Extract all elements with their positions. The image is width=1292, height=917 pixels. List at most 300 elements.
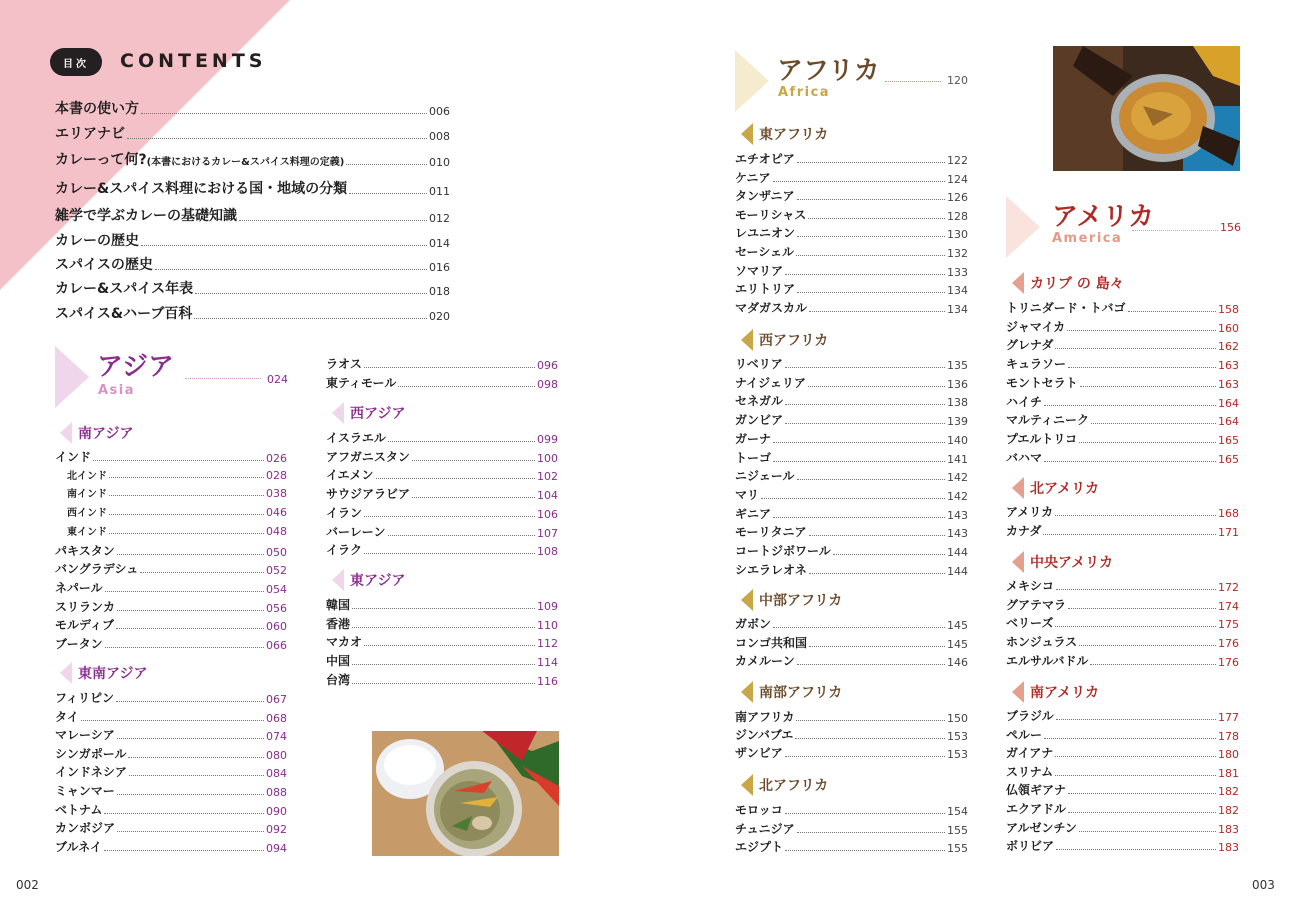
toc-entry[interactable]	[735, 449, 968, 466]
subregion-header	[1012, 477, 1099, 499]
entry-label: ギニア	[735, 506, 772, 521]
entry-page: 138	[947, 396, 968, 410]
entry-label: 雑学で学ぶカレーの基礎知識	[55, 208, 237, 224]
entry-page: 104	[537, 489, 558, 503]
entry-label: アフガニスタン	[326, 449, 410, 464]
africa-header	[735, 50, 970, 112]
entry-label: マカオ	[326, 635, 363, 650]
entry-page: 163	[1218, 377, 1239, 391]
entry-label: タイ	[55, 709, 79, 724]
subregion-triangle-icon	[1012, 272, 1024, 294]
subregion-header	[741, 681, 842, 703]
entry-label: 南インド	[67, 489, 107, 501]
toc-entry[interactable]	[1006, 336, 1239, 353]
toc-entry[interactable]	[735, 467, 968, 484]
entry-label: ザンビア	[735, 746, 783, 761]
toc-entry[interactable]	[55, 560, 287, 577]
entry-page: 008	[429, 130, 450, 143]
toc-entry[interactable]	[55, 230, 450, 250]
toc-entry[interactable]	[735, 355, 968, 372]
toc-entry[interactable]	[55, 616, 287, 633]
toc-entry[interactable]	[55, 689, 287, 706]
leader-dots	[785, 274, 945, 275]
page-title: CONTENTS	[120, 50, 267, 72]
leader-dots	[117, 610, 264, 611]
toc-entry[interactable]	[1006, 614, 1239, 631]
subregion-triangle-icon	[1012, 477, 1024, 499]
entry-page: 099	[537, 433, 558, 446]
leader-dots	[795, 738, 945, 739]
leader-dots	[1043, 534, 1216, 535]
leader-dots	[1056, 589, 1216, 590]
leader-dots	[1068, 367, 1216, 368]
toc-entry[interactable]	[735, 634, 968, 651]
toc-entry[interactable]	[55, 745, 287, 762]
toc-entry[interactable]	[735, 411, 968, 428]
leader-dots	[109, 495, 264, 496]
toc-entry[interactable]	[326, 466, 558, 483]
toc-entry[interactable]	[735, 820, 968, 837]
toc-entry[interactable]	[1006, 744, 1239, 761]
leader-dots	[93, 460, 264, 461]
toc-entry[interactable]	[735, 430, 968, 447]
entry-page: 112	[537, 637, 558, 651]
toc-entry[interactable]	[1006, 633, 1239, 650]
leader-dots	[1079, 645, 1216, 646]
toc-entry[interactable]	[735, 838, 968, 855]
entry-page: 182	[1218, 804, 1239, 817]
entry-page: 088	[266, 786, 287, 799]
subregion-triangle-icon	[332, 402, 344, 424]
toc-entry[interactable]	[326, 671, 558, 688]
entry-label: ボリビア	[1006, 839, 1055, 854]
toc-entry[interactable]	[326, 429, 558, 446]
toc-entry[interactable]	[55, 205, 450, 225]
toc-entry[interactable]	[55, 801, 287, 818]
subregion-header	[332, 402, 405, 424]
entry-page: 048	[266, 524, 287, 538]
toc-entry[interactable]	[735, 299, 968, 316]
entry-label: カメルーン	[735, 654, 795, 669]
leader-dots	[117, 738, 264, 739]
leader-dots	[352, 608, 535, 609]
leader-dots	[140, 572, 264, 573]
entry-label: フィリピン	[55, 691, 115, 705]
africa-rule	[885, 81, 941, 82]
entry-page: 110	[537, 618, 558, 632]
toc-entry[interactable]	[1006, 522, 1239, 539]
toc-entry[interactable]	[735, 744, 968, 761]
toc-entry[interactable]	[55, 123, 450, 143]
asia-title: アジア	[97, 352, 174, 382]
entry-page: 164	[1218, 396, 1239, 410]
toc-entry[interactable]	[735, 243, 968, 260]
toc-entry[interactable]	[55, 98, 450, 118]
toc-entry[interactable]	[55, 598, 287, 615]
leader-dots	[785, 850, 945, 851]
subregion-title: 西アジア	[350, 406, 406, 422]
leader-dots	[1055, 775, 1216, 776]
leader-dots	[116, 628, 264, 629]
leader-dots	[116, 701, 264, 702]
entry-page: 006	[429, 105, 450, 118]
entry-page: 109	[537, 600, 558, 613]
leader-dots	[797, 292, 945, 293]
america-header	[1006, 196, 1241, 258]
leader-dots	[1055, 756, 1216, 757]
entry-page: 183	[1218, 822, 1239, 836]
toc-entry[interactable]	[326, 374, 558, 391]
subregion-title: 北アメリカ	[1030, 481, 1100, 497]
entry-page: 133	[947, 265, 968, 279]
entry-page: 046	[266, 506, 287, 520]
leader-dots	[1044, 405, 1216, 406]
leader-dots	[117, 794, 264, 795]
entry-page: 154	[947, 805, 968, 818]
leader-dots	[773, 461, 945, 462]
toc-entry[interactable]	[55, 726, 287, 743]
toc-entry[interactable]	[326, 355, 558, 372]
entry-label: スリランカ	[55, 599, 116, 614]
subregion-header	[60, 662, 147, 684]
entry-page: 011	[429, 185, 450, 198]
entry-page: 165	[1218, 452, 1239, 466]
toc-entry[interactable]	[55, 635, 287, 652]
subregion-title: カリブ の 島々	[1030, 276, 1124, 292]
subregion-triangle-icon	[60, 422, 72, 444]
entry-label: グアテマラ	[1006, 597, 1067, 612]
toc-entry[interactable]	[735, 726, 968, 743]
entry-page: 107	[537, 526, 558, 540]
entry-page: 165	[1218, 433, 1239, 447]
america-rule	[1132, 230, 1218, 231]
toc-entry[interactable]	[326, 615, 558, 632]
entry-label: ベトナム	[55, 802, 103, 817]
entry-label: モルディブ	[55, 618, 115, 633]
leader-dots	[1128, 311, 1216, 312]
entry-label: ホンジュラス	[1006, 635, 1078, 650]
subregion-header	[332, 569, 405, 591]
leader-dots	[1055, 626, 1216, 627]
leader-dots	[352, 664, 535, 665]
toc-entry[interactable]	[735, 708, 968, 725]
subregion-triangle-icon	[741, 589, 753, 611]
subregion-title: 南アジア	[78, 426, 134, 442]
entry-label: セーシェル	[735, 245, 795, 259]
leader-dots	[1090, 664, 1216, 665]
toc-entry[interactable]	[1006, 726, 1239, 743]
subregion-title: 中央アメリカ	[1030, 555, 1114, 571]
toc-entry[interactable]	[55, 149, 450, 169]
leader-dots	[833, 554, 945, 555]
entry-page: 145	[947, 637, 968, 651]
entry-page: 010	[429, 156, 450, 169]
africa-page: 120	[947, 74, 968, 87]
entry-page: 176	[1218, 637, 1239, 651]
entry-label: アメリカ	[1006, 505, 1054, 519]
entry-page: 026	[266, 452, 287, 465]
toc-entry[interactable]	[1006, 763, 1239, 780]
entry-page: 054	[266, 582, 287, 596]
leader-dots	[785, 423, 945, 424]
subregion-header	[1012, 551, 1113, 573]
toc-entry[interactable]	[55, 303, 450, 323]
entry-label: ブルネイ	[55, 839, 102, 854]
entry-label: ガボン	[735, 617, 772, 631]
entry-page: 178	[1218, 729, 1239, 743]
toc-entry[interactable]	[55, 708, 287, 725]
entry-page: 050	[266, 545, 287, 559]
leader-dots	[104, 850, 264, 851]
entry-label: ベリーズ	[1006, 616, 1054, 631]
toc-entry[interactable]	[1006, 374, 1239, 391]
folio-right: 003	[1252, 878, 1275, 892]
toc-entry[interactable]	[1006, 577, 1239, 594]
toc-entry[interactable]	[55, 838, 287, 855]
toc-entry[interactable]	[735, 505, 968, 522]
toc-entry[interactable]	[1006, 707, 1239, 724]
entry-label: ガイアナ	[1006, 746, 1054, 761]
entry-page: 145	[947, 619, 968, 632]
entry-page: 122	[947, 154, 968, 167]
leader-dots	[808, 386, 945, 387]
toc-entry[interactable]	[735, 652, 968, 669]
toc-entry[interactable]	[735, 801, 968, 818]
entry-page: 126	[947, 191, 968, 205]
toc-entry[interactable]	[1006, 430, 1239, 447]
entry-label: 本書の使い方	[55, 101, 139, 117]
entry-label: シンガポール	[55, 746, 127, 761]
leader-dots	[109, 514, 264, 515]
entry-page: 144	[947, 546, 968, 559]
toc-entry[interactable]	[1006, 318, 1239, 335]
entry-page: 135	[947, 359, 968, 372]
entry-page: 142	[947, 489, 968, 503]
toc-entry[interactable]	[326, 541, 558, 558]
subregion-triangle-icon	[741, 123, 753, 145]
leader-dots	[1056, 849, 1216, 850]
leader-dots	[773, 442, 945, 443]
entry-page: 182	[1218, 785, 1239, 799]
subregion-header	[741, 774, 828, 796]
toc-entry[interactable]	[1006, 299, 1239, 316]
leader-dots	[809, 646, 945, 647]
entry-label: インド	[55, 450, 92, 464]
toc-entry[interactable]	[55, 178, 450, 198]
leader-dots	[109, 533, 264, 534]
leader-dots	[797, 832, 945, 833]
entry-label: イラク	[326, 543, 363, 558]
america-triangle-icon	[1006, 196, 1046, 258]
toc-entry[interactable]	[55, 504, 287, 519]
subregion-title: 東南アジア	[78, 666, 148, 682]
toc-entry[interactable]	[326, 652, 558, 669]
entry-label: 中国	[326, 654, 351, 669]
leader-dots	[128, 757, 264, 758]
entry-label: バングラデシュ	[55, 562, 139, 577]
entry-page: 067	[266, 693, 287, 706]
entry-page: 136	[947, 377, 968, 391]
entry-label: カレー&スパイス年表	[55, 281, 194, 297]
subregion-header	[1012, 681, 1099, 703]
entry-label: シエラレオネ	[735, 562, 807, 577]
entry-label: 南アフリカ	[735, 710, 795, 724]
toc-entry[interactable]	[55, 278, 450, 298]
entry-page: 142	[947, 471, 968, 485]
entry-page: 171	[1218, 526, 1239, 539]
leader-dots	[1056, 719, 1216, 720]
asia-rule	[185, 378, 261, 379]
thai-curry-photo	[372, 731, 559, 856]
entry-page: 181	[1218, 766, 1239, 780]
leader-dots	[1091, 423, 1216, 424]
entry-page: 098	[537, 378, 558, 391]
toc-entry[interactable]	[735, 392, 968, 409]
leader-dots	[797, 162, 945, 163]
entry-page: 183	[1218, 841, 1239, 855]
entry-page: 141	[947, 452, 968, 466]
subregion-title: 東アジア	[350, 573, 406, 589]
leader-dots	[809, 535, 945, 536]
toc-entry[interactable]	[55, 467, 287, 482]
leader-dots	[785, 756, 945, 757]
entry-page: 028	[266, 468, 287, 482]
toc-entry[interactable]	[1006, 652, 1239, 669]
entry-label: ハイチ	[1006, 394, 1043, 409]
leader-dots	[127, 138, 427, 139]
toc-entry[interactable]	[1006, 503, 1239, 520]
toc-entry[interactable]	[326, 504, 558, 521]
entry-page: 155	[947, 842, 968, 855]
toc-entry[interactable]	[55, 485, 287, 500]
toc-entry[interactable]	[55, 763, 287, 780]
entry-label: トーゴ	[735, 450, 772, 465]
entry-label: セネガル	[735, 394, 784, 409]
entry-label: スパイス&ハーブ百科	[55, 306, 193, 322]
entry-label: ミャンマー	[55, 784, 115, 798]
toc-entry[interactable]	[1006, 596, 1239, 613]
leader-dots	[105, 591, 264, 592]
leader-dots	[1068, 608, 1216, 609]
toc-entry[interactable]	[1006, 837, 1239, 854]
entry-label: トリニダード・トバゴ	[1006, 301, 1126, 315]
entry-label: モントセラト	[1006, 375, 1078, 390]
leader-dots	[1080, 386, 1216, 387]
toc-entry[interactable]	[1006, 819, 1239, 836]
toc-entry[interactable]	[735, 187, 968, 204]
toc-entry[interactable]	[735, 561, 968, 578]
toc-entry[interactable]	[326, 633, 558, 650]
toc-entry[interactable]	[1006, 393, 1239, 410]
entry-label: ラオス	[326, 357, 362, 371]
asia-page: 024	[267, 373, 288, 386]
leader-dots	[104, 813, 264, 814]
entry-label: エジプト	[735, 840, 784, 854]
toc-entry[interactable]	[735, 206, 968, 223]
toc-entry[interactable]	[735, 280, 968, 297]
subregion-title: 南部アフリカ	[759, 685, 843, 701]
toc-entry[interactable]	[735, 169, 968, 186]
toc-entry[interactable]	[735, 374, 968, 391]
subregion-header	[60, 422, 133, 444]
entry-label: コートジボワール	[735, 544, 831, 558]
entry-page: 143	[947, 508, 968, 522]
leader-dots	[785, 404, 945, 405]
entry-page: 146	[947, 656, 968, 670]
entry-page: 153	[947, 748, 968, 762]
toc-entry[interactable]	[735, 262, 968, 279]
entry-page: 164	[1218, 415, 1239, 429]
asia-english: Asia	[98, 383, 136, 398]
toc-entry[interactable]	[55, 579, 287, 596]
toc-entry[interactable]	[55, 523, 287, 538]
entry-label: チュニジア	[735, 821, 795, 836]
toc-entry[interactable]	[1006, 800, 1239, 817]
entry-page: 080	[266, 748, 287, 762]
toc-entry[interactable]	[735, 542, 968, 559]
toc-entry[interactable]	[326, 523, 558, 540]
toc-entry[interactable]	[735, 523, 968, 540]
entry-label: カレー&スパイス料理における国・地域の分類	[55, 181, 348, 197]
entry-label: スパイスの歴史	[55, 257, 153, 273]
entry-label: グレナダ	[1006, 338, 1054, 353]
toc-entry[interactable]	[1006, 781, 1239, 798]
leader-dots	[141, 245, 427, 246]
entry-label: マルティニーク	[1006, 413, 1090, 428]
entry-label: マダガスカル	[735, 300, 808, 315]
toc-entry[interactable]	[55, 542, 287, 559]
toc-entry[interactable]	[1006, 449, 1239, 466]
toc-entry[interactable]	[1006, 355, 1239, 372]
toc-entry[interactable]	[735, 150, 968, 167]
toc-entry[interactable]	[735, 224, 968, 241]
toc-entry[interactable]	[326, 596, 558, 613]
toc-entry[interactable]	[55, 254, 450, 274]
toc-entry[interactable]	[55, 819, 287, 836]
leader-dots	[81, 720, 264, 721]
entry-label: アルゼンチン	[1006, 820, 1077, 835]
entry-label: 東インド	[67, 526, 107, 538]
toc-entry[interactable]	[326, 448, 558, 465]
leader-dots	[797, 479, 945, 480]
entry-label: ソマリア	[735, 263, 784, 278]
leader-dots	[129, 775, 264, 776]
leader-dots	[809, 573, 945, 574]
toc-entry[interactable]	[55, 448, 287, 465]
african-curry-photo	[1053, 46, 1240, 171]
subregion-header	[741, 329, 828, 351]
toc-entry[interactable]	[735, 615, 968, 632]
entry-page: 094	[266, 841, 287, 855]
toc-entry[interactable]	[326, 485, 558, 502]
toc-entry[interactable]	[55, 782, 287, 799]
entry-page: 100	[537, 451, 558, 465]
entry-label: ジャマイカ	[1006, 319, 1066, 334]
leader-dots	[194, 318, 427, 319]
toc-entry[interactable]	[735, 486, 968, 503]
leader-dots	[105, 647, 264, 648]
subregion-triangle-icon	[741, 329, 753, 351]
leader-dots	[352, 683, 535, 684]
entry-page: 068	[266, 711, 287, 725]
africa-english: Africa	[778, 85, 831, 100]
toc-entry[interactable]	[1006, 411, 1239, 428]
entry-page: 056	[266, 601, 287, 615]
leader-dots	[761, 498, 945, 499]
subregion-triangle-icon	[1012, 551, 1024, 573]
folio-left: 002	[16, 878, 39, 892]
leader-dots	[388, 441, 535, 442]
